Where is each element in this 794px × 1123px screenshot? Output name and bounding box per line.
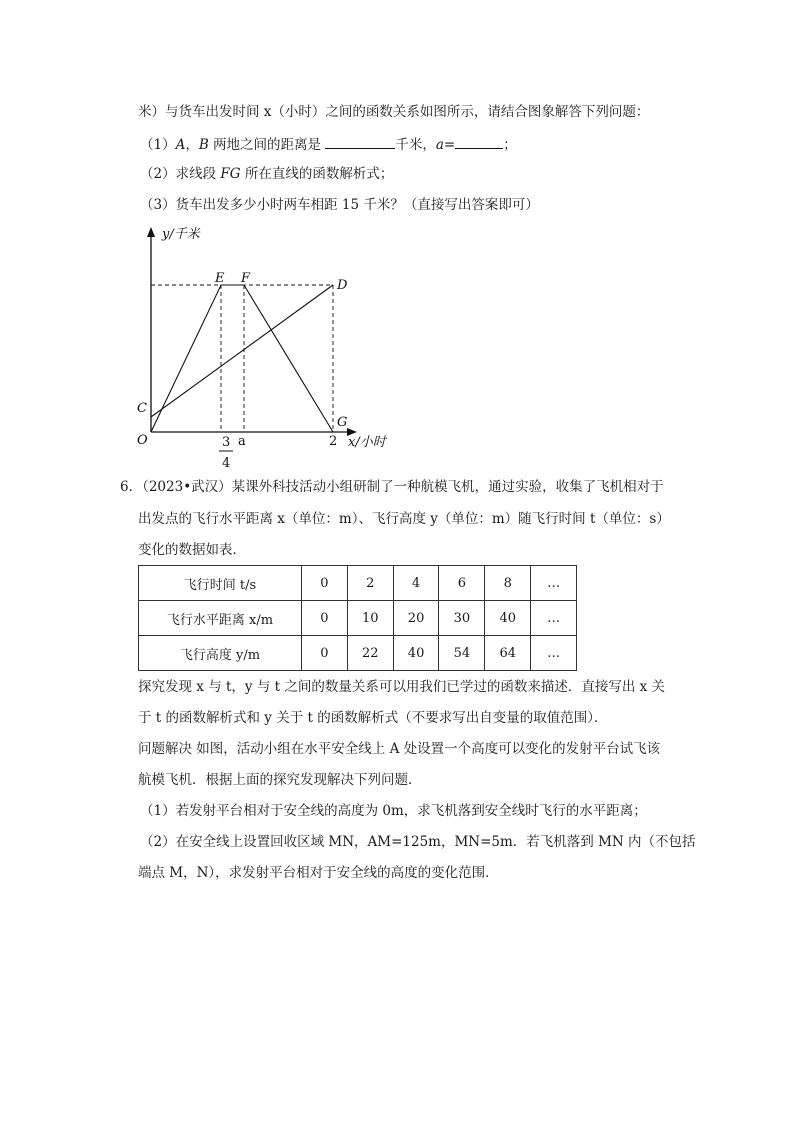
tick-fraction-denominator: 4 <box>222 456 231 471</box>
q6-explore-line2: 于 t 的函数解析式和 y 关于 t 的函数解析式（不要求写出自变量的取值范围）． <box>138 710 608 726</box>
table-cell: 10 <box>347 601 393 636</box>
table-row <box>139 636 577 671</box>
q5-part3: （3）货车出发多少小时两车相距 15 千米？（直接写出答案即可） <box>140 197 539 213</box>
tick-a-label: a <box>238 434 246 449</box>
q6-solve-line1: 问题解决 如图，活动小组在水平安全线上 A 处设置一个高度可以变化的发射平台试飞该 <box>138 741 661 757</box>
q6-sub2-line1: （2）在安全线上设置回收区域 MN，AM=125m，MN=5m．若飞机落到 MN 内（不包括 <box>140 834 696 850</box>
table-cell: 0 <box>302 636 348 671</box>
q6-line3: 变化的数据如表． <box>138 542 246 558</box>
q6-line2: 出发点的飞行水平距离 x（单位：m）、飞行高度 y（单位：m）随飞行时间 t（单位：s） <box>138 511 670 527</box>
q5-intro: 米）与货车出发时间 x（小时）之间的函数关系如图所示，请结合图象解答下列问题： <box>138 104 650 120</box>
q5-part1-prefix: （1） <box>140 137 176 153</box>
q5-segment-fg: FG <box>220 166 241 182</box>
table-cell: … <box>531 601 577 636</box>
table-cell: 20 <box>393 601 439 636</box>
table-cell: … <box>531 566 577 601</box>
distance-time-graph <box>128 218 398 478</box>
table-cell: 8 <box>485 566 531 601</box>
q5-part1 <box>140 134 517 155</box>
table-cell: 64 <box>485 636 531 671</box>
table-cell: 飞行高度 y/m <box>139 636 302 671</box>
flight-data-table <box>138 565 577 671</box>
answer-blank-distance[interactable] <box>325 134 395 149</box>
q5-var-a: a <box>435 137 444 153</box>
origin-label: O <box>137 433 148 448</box>
q6-solve-line2: 航模飞机．根据上面的探究发现解决下列问题． <box>138 772 422 788</box>
line-oefg <box>151 285 333 432</box>
table-cell: 54 <box>439 636 485 671</box>
line-cd <box>151 285 333 417</box>
q5-part1-eq: = <box>443 137 456 153</box>
table-cell: … <box>531 636 577 671</box>
q5-part1-end: ； <box>503 137 517 153</box>
tick-fraction-numerator: 3 <box>222 435 231 450</box>
y-axis-arrow <box>147 227 155 237</box>
q5-point-a: A <box>175 137 186 153</box>
q6-explore-line1: 探究发现 x 与 t，y 与 t 之间的数量关系可以用我们已学过的函数来描述．直接写出 x 关 <box>138 679 666 695</box>
table-cell: 40 <box>485 601 531 636</box>
q6-line1: 6．（2023•武汉）某课外科技活动小组研制了一种航模飞机，通过实验，收集了飞机相对于 <box>120 479 664 495</box>
q6-sub2-line2: 端点 M，N），求发射平台相对于安全线的高度的变化范围． <box>138 865 499 881</box>
point-d-label: D <box>337 278 348 293</box>
q5-point-b: B <box>198 137 209 153</box>
table-cell: 0 <box>302 601 348 636</box>
q5-part1-mid: 两地之间的距离是 <box>208 137 326 153</box>
table-cell: 6 <box>439 566 485 601</box>
point-g-label: G <box>337 415 348 430</box>
answer-blank-a[interactable] <box>455 134 503 149</box>
point-e-label: E <box>215 271 225 286</box>
point-f-label: F <box>241 271 251 286</box>
table-cell: 22 <box>347 636 393 671</box>
table-cell: 30 <box>439 601 485 636</box>
table-cell: 飞行水平距离 x/m <box>139 601 302 636</box>
point-c-label: C <box>137 401 147 416</box>
table-cell: 0 <box>302 566 348 601</box>
table-cell: 40 <box>393 636 439 671</box>
q5-part2 <box>140 164 393 184</box>
q6-sub1: （1）若发射平台相对于安全线的高度为 0m，求飞机落到安全线时飞行的水平距离； <box>140 803 647 819</box>
table-cell: 2 <box>347 566 393 601</box>
q5-part1-unit: 千米， <box>395 137 436 153</box>
q5-part2-post: 所在直线的函数解析式； <box>240 166 394 182</box>
tick-2-label: 2 <box>329 434 338 449</box>
q5-part1-sep: ， <box>185 137 199 153</box>
table-row <box>139 566 577 601</box>
y-axis-label: y/千米 <box>162 227 200 242</box>
table-cell: 飞行时间 t/s <box>139 566 302 601</box>
q5-part2-prefix: （2）求线段 <box>140 166 221 182</box>
table-cell: 4 <box>393 566 439 601</box>
table-row <box>139 601 577 636</box>
x-axis-label: x/小时 <box>348 435 386 450</box>
